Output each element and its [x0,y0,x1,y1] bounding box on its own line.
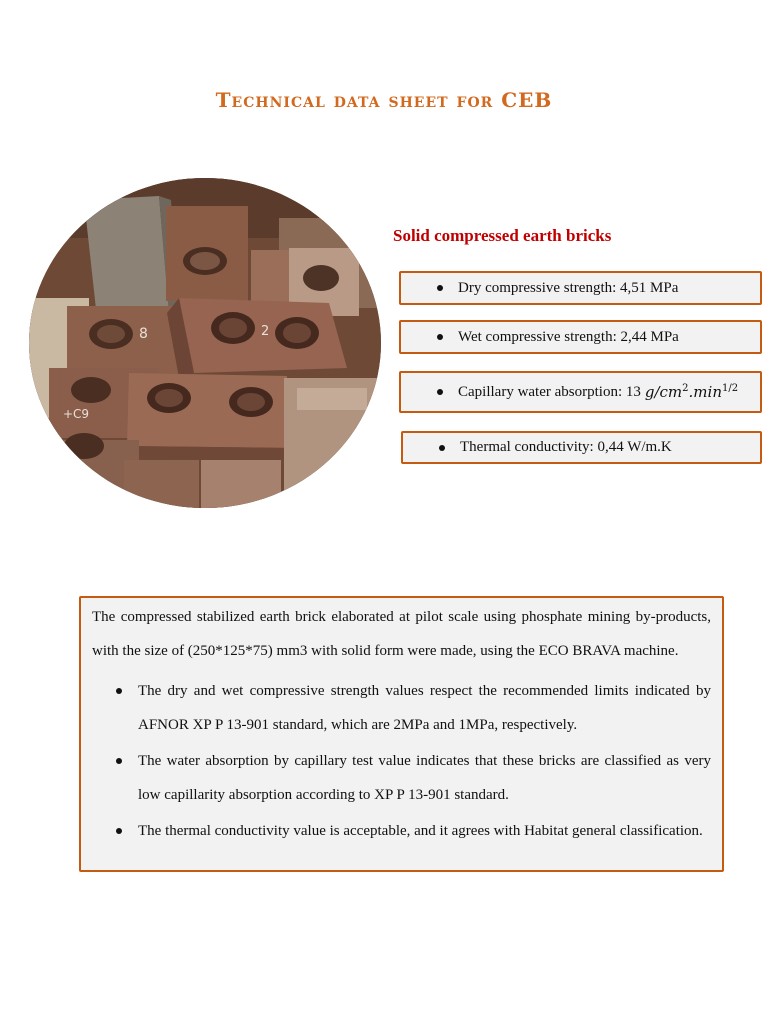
property-dry-strength [399,271,762,305]
bullet-icon [116,828,122,834]
section-heading: Solid compressed earth bricks [393,226,612,245]
list-item-text: The thermal conductivity value is acceptable, and it agrees with Habitat general classification. [138,823,703,839]
svg-text:8: 8 [139,326,148,342]
property-label: Wet compressive strength: 2,44 MPa [458,328,679,345]
list-item [92,814,711,848]
summary-list [92,674,711,848]
page-title: Technical data sheet for CEB [215,88,553,112]
list-item-text: The dry and wet compressive strength values respect the recommended limits indicated by AFNOR XP P 13-901 standard, which are 2MPa and 1MPa, respectively. [138,683,711,733]
brick-photo [29,178,381,508]
bullet-icon [437,285,443,291]
bullet-icon [116,758,122,764]
property-capillary-absorption [399,371,762,413]
summary-intro: The compressed stabilized earth brick elaborated at pilot scale using phosphate mining by-products, with the size of (250*125*75) mm3 with solid form were made, using the ECO BRAVA machine. [92,609,711,659]
property-wet-strength [399,320,762,354]
brick-photo-illustration [29,178,381,508]
svg-text:+C9: +C9 [63,407,90,421]
property-label: Dry compressive strength: 4,51 MPa [458,279,679,296]
property-formula: $g/cm^2.\min^{1/2}$ [644,383,739,401]
list-item-text: The water absorption by capillary test value indicates that these bricks are classified as very low capillarity absorption according to XP P 13-901 standard. [138,753,711,803]
list-item [92,744,711,812]
bullet-icon [439,445,445,451]
property-label: Capillary water absorption: 13 [458,383,641,400]
bullet-icon [116,688,122,694]
property-label: Thermal conductivity: 0,44 W/m.K [460,439,672,455]
property-thermal-conductivity [401,431,762,464]
svg-text:2: 2 [261,324,270,339]
bullet-icon [437,334,443,340]
bullet-icon [437,389,443,395]
list-item [92,674,711,742]
summary-box [79,596,724,872]
